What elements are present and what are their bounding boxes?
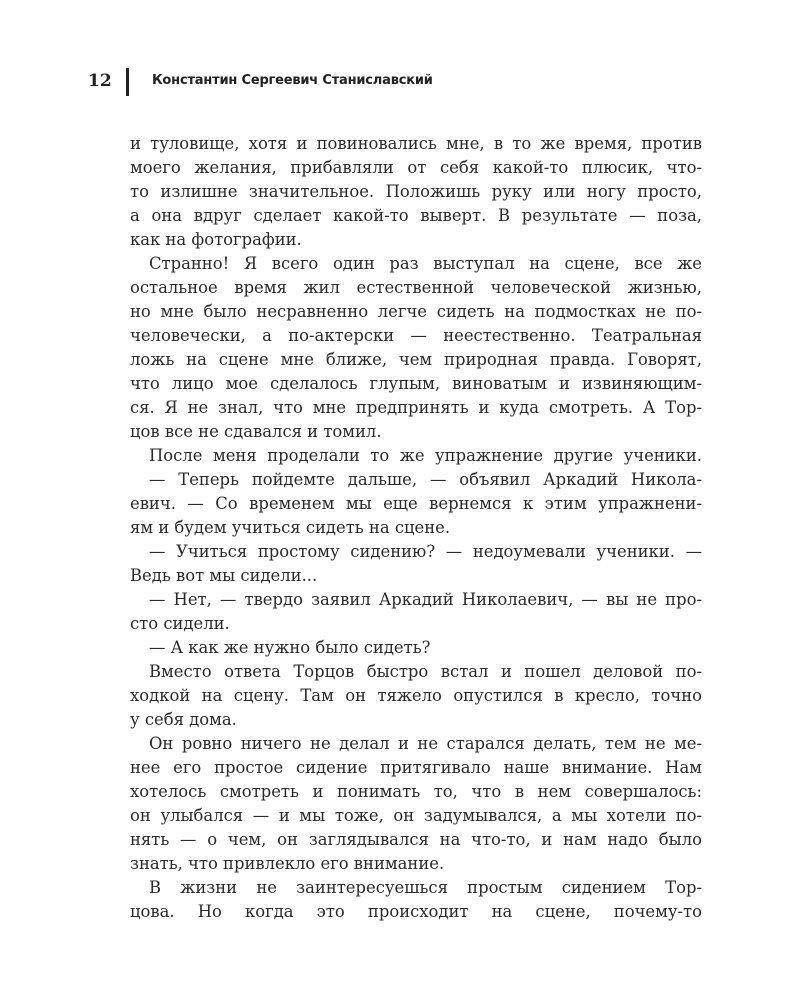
text-line: он улыбался — и мы тоже, он задумывался, а мы хотели по- <box>130 806 702 825</box>
text-line: знать, что привлекло его внимание. <box>130 854 445 873</box>
text-line: — А как же нужно было сидеть? <box>149 638 431 657</box>
text-line: После меня проделали то же упражнение другие ученики. <box>149 446 702 465</box>
text-line: Вместо ответа Торцов быстро встал и пошел деловой по- <box>149 662 702 681</box>
text-line: остальное время жил естественной человеческой жизнью, <box>130 278 702 297</box>
text-line: цов все не сдавался и томил. <box>130 422 382 441</box>
text-line: цова. Но когда это происходит на сцене, почему-то <box>130 902 702 921</box>
text-line: сто сидели. <box>130 614 230 633</box>
page-header <box>88 68 708 96</box>
running-head: Константин Сергеевич Станиславский <box>152 73 433 88</box>
text-line: ся. Я не знал, что мне предпринять и куда смотреть. А Тор- <box>130 398 702 417</box>
body-text <box>130 132 702 924</box>
page-number: 12 <box>88 71 112 91</box>
text-line: что лицо мое сделалось глупым, виноватым и извиняющим- <box>130 374 702 393</box>
text-line: — Нет, — твердо заявил Аркадий Николаевич, — вы не про- <box>149 590 702 609</box>
text-line: евич. — Со временем мы еще вернемся к этим упражнени- <box>130 494 702 513</box>
text-line: а она вдруг сделает какой-то выверт. В результате — поза, <box>130 206 702 225</box>
text-line: Он ровно ничего не делал и не старался делать, тем не ме- <box>149 734 702 753</box>
text-line: и туловище, хотя и повиновались мне, в то же время, против <box>130 134 702 153</box>
text-line: то излишне значительное. Положишь руку или ногу просто, <box>130 182 702 201</box>
text-line: Странно! Я всего один раз выступал на сцене, все же <box>149 254 702 273</box>
text-line: — Учиться простому сидению? — недоумевали ученики. — <box>149 542 702 561</box>
text-line: ходкой на сцену. Там он тяжело опустился в кресло, точно <box>130 686 702 705</box>
text-line: но мне было несравненно легче сидеть на подмостках не по- <box>130 302 702 321</box>
text-line: ям и будем учиться сидеть на сцене. <box>130 518 451 537</box>
text-line: нее его простое сидение притягивало наше внимание. Нам <box>130 758 702 777</box>
text-line: — Теперь пойдемте дальше, — объявил Аркадий Никола- <box>149 470 702 489</box>
text-line: человечески, а по-актерски — неестественно. Театральная <box>130 326 702 345</box>
text-line: моего желания, прибавляли от себя какой-то плюсик, что- <box>130 158 702 177</box>
text-line: нять — о чем, он заглядывался на что-то, и нам надо было <box>130 830 702 849</box>
text-line: у себя дома. <box>130 710 237 729</box>
text-line: ложь на сцене мне ближе, чем природная правда. Говорят, <box>130 350 702 369</box>
text-line: Ведь вот мы сидели... <box>130 566 318 585</box>
text-line: как на фотографии. <box>130 230 302 249</box>
text-line: В жизни не заинтересуешься простым сидением Тор- <box>149 878 702 897</box>
text-line: хотелось смотреть и понимать то, что в нем совершалось: <box>130 782 702 801</box>
header-divider <box>126 68 129 96</box>
